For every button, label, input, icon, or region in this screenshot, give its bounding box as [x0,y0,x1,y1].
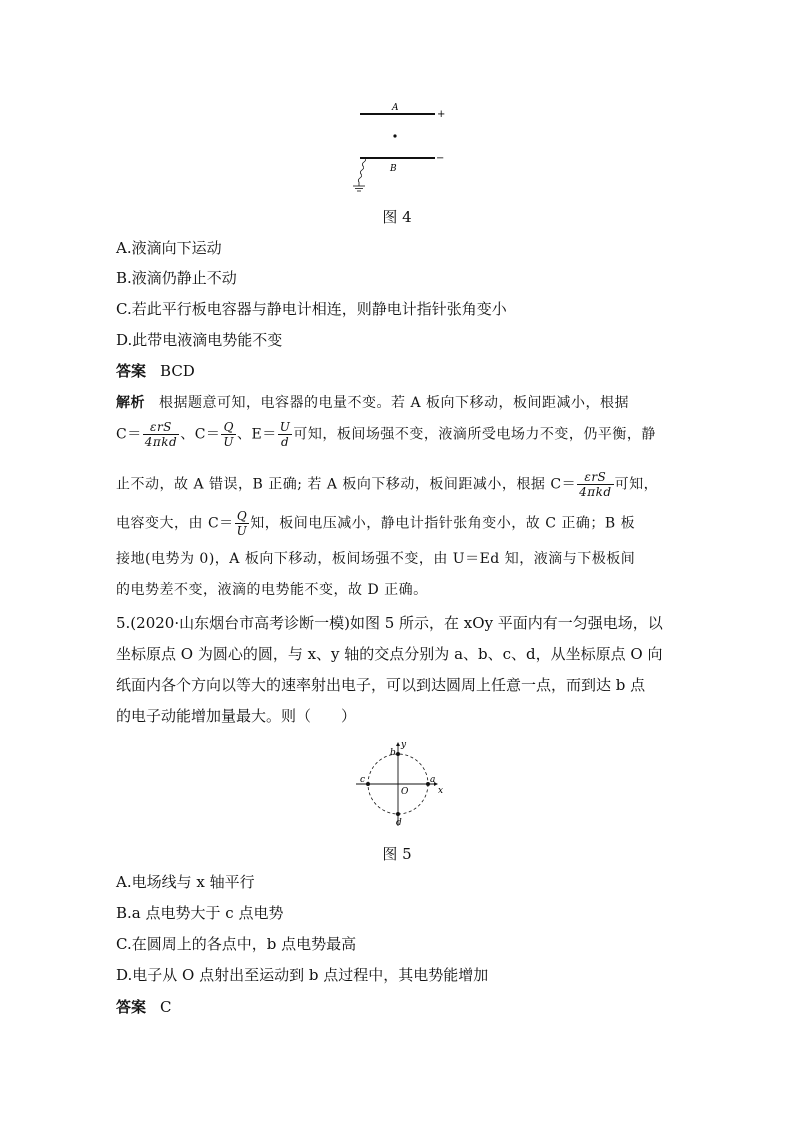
ground-wire [358,158,365,182]
answer-value: C [160,998,172,1016]
q4-option-b: B.液滴仍静止不动 [116,269,237,287]
answer-label: 答案 [116,998,147,1016]
q5-option-b: B.a 点电势大于 c 点电势 [116,904,284,922]
minus-sign: − [436,153,445,164]
solution-line-4: 电容变大，由 C＝ $\frac{Q}{U}$ 知，板间电压减小，静电计指针张角变小，故 C 正确；B 板 [116,509,636,538]
q5-stem-line-1: 5.(2020·山东烟台市高考诊断一模)如图 5 所示，在 xOy 平面内有一匀强电场，以 [116,614,663,632]
y-label: y [401,740,407,750]
plate-a-label: A [392,103,399,113]
point-d [396,812,400,816]
q4-option-d: D.此带电液滴电势能不变 [116,331,283,349]
solution-line-2: C＝ $\frac{\text{εrS}}{\text{4πkd}}$ 、C＝ $\frac{Q}{U}$ 、E＝ $\frac{U}{d}$ 可知，板间场强不变，液滴所受电场力不变，仍平衡，静 [116,420,656,449]
q5-option-a: A.电场线与 x 轴平行 [116,873,255,891]
droplet-dot [393,134,396,137]
answer-label: 答案 [116,362,147,380]
b-label: b [390,748,396,758]
d-label: d [396,818,402,828]
solution-line-6: 的电势差不变，液滴的电势能不变，故 D 正确。 [116,582,428,598]
q5-answer [116,997,172,1017]
q5-stem-line-4: 的电子动能增加量最大。则（ ） [116,707,357,725]
plus-sign: + [437,109,446,120]
figure-4-caption: 图 4 [382,208,412,226]
figure-4-capacitor-diagram [340,96,460,196]
q5-option-d: D.电子从 O 点射出至运动到 b 点过程中，其电势能增加 [116,966,489,984]
q5-stem-line-3: 纸面内各个方向以等大的速率射出电子，可以到达圆周上任意一点，而到达 b 点 [116,676,646,694]
x-label: x [438,786,444,796]
fraction-q-over-u: $\frac{Q}{U}$ [223,420,235,449]
point-c [366,782,370,786]
q4-option-c: C.若此平行板电容器与静电计相连，则静电计指针张角变小 [116,300,507,318]
origin-label: O [401,787,409,797]
solution-label: 解析 [116,395,145,411]
q4-option-a: A.液滴向下运动 [116,239,222,257]
q4-answer [116,361,195,381]
figure-5-caption: 图 5 [382,845,412,863]
plate-b-label: B [390,164,397,174]
q5-option-c: C.在圆周上的各点中，b 点电势最高 [116,935,357,953]
c-label: c [360,775,366,785]
figure-5-circle-diagram [350,738,445,830]
solution-line-5: 接地(电势为 0)，A 板向下移动，板间场强不变，由 U＝Ed 知，液滴与下极板间 [116,551,636,567]
solution-line-3: 止不动，故 A 错误，B 正确; 若 A 板向下移动，板间距减小，根据 C＝ $\frac{\text{εrS}}{\text{4πkd}}$ 可知， [116,470,659,499]
fraction-q-over-u-2: $\frac{Q}{U}$ [236,509,248,538]
a-label: a [430,775,436,785]
fraction-capacitance-2: $\frac{\text{εrS}}{\text{4πkd}}$ [579,470,612,499]
fraction-u-over-d: $\frac{U}{d}$ [279,420,291,449]
solution-line-1: 解析 根据题意可知，电容器的电量不变。若 A 板向下移动，板间距减小，根据 [116,395,630,411]
answer-value: BCD [160,362,195,380]
point-b [396,752,400,756]
fraction-capacitance: $\frac{\text{εrS}}{\text{4πkd}}$ [144,420,178,449]
q5-stem-line-2: 坐标原点 O 为圆心的圆，与 x、y 轴的交点分别为 a、b、c、d，从坐标原点 O 向 [116,645,663,663]
